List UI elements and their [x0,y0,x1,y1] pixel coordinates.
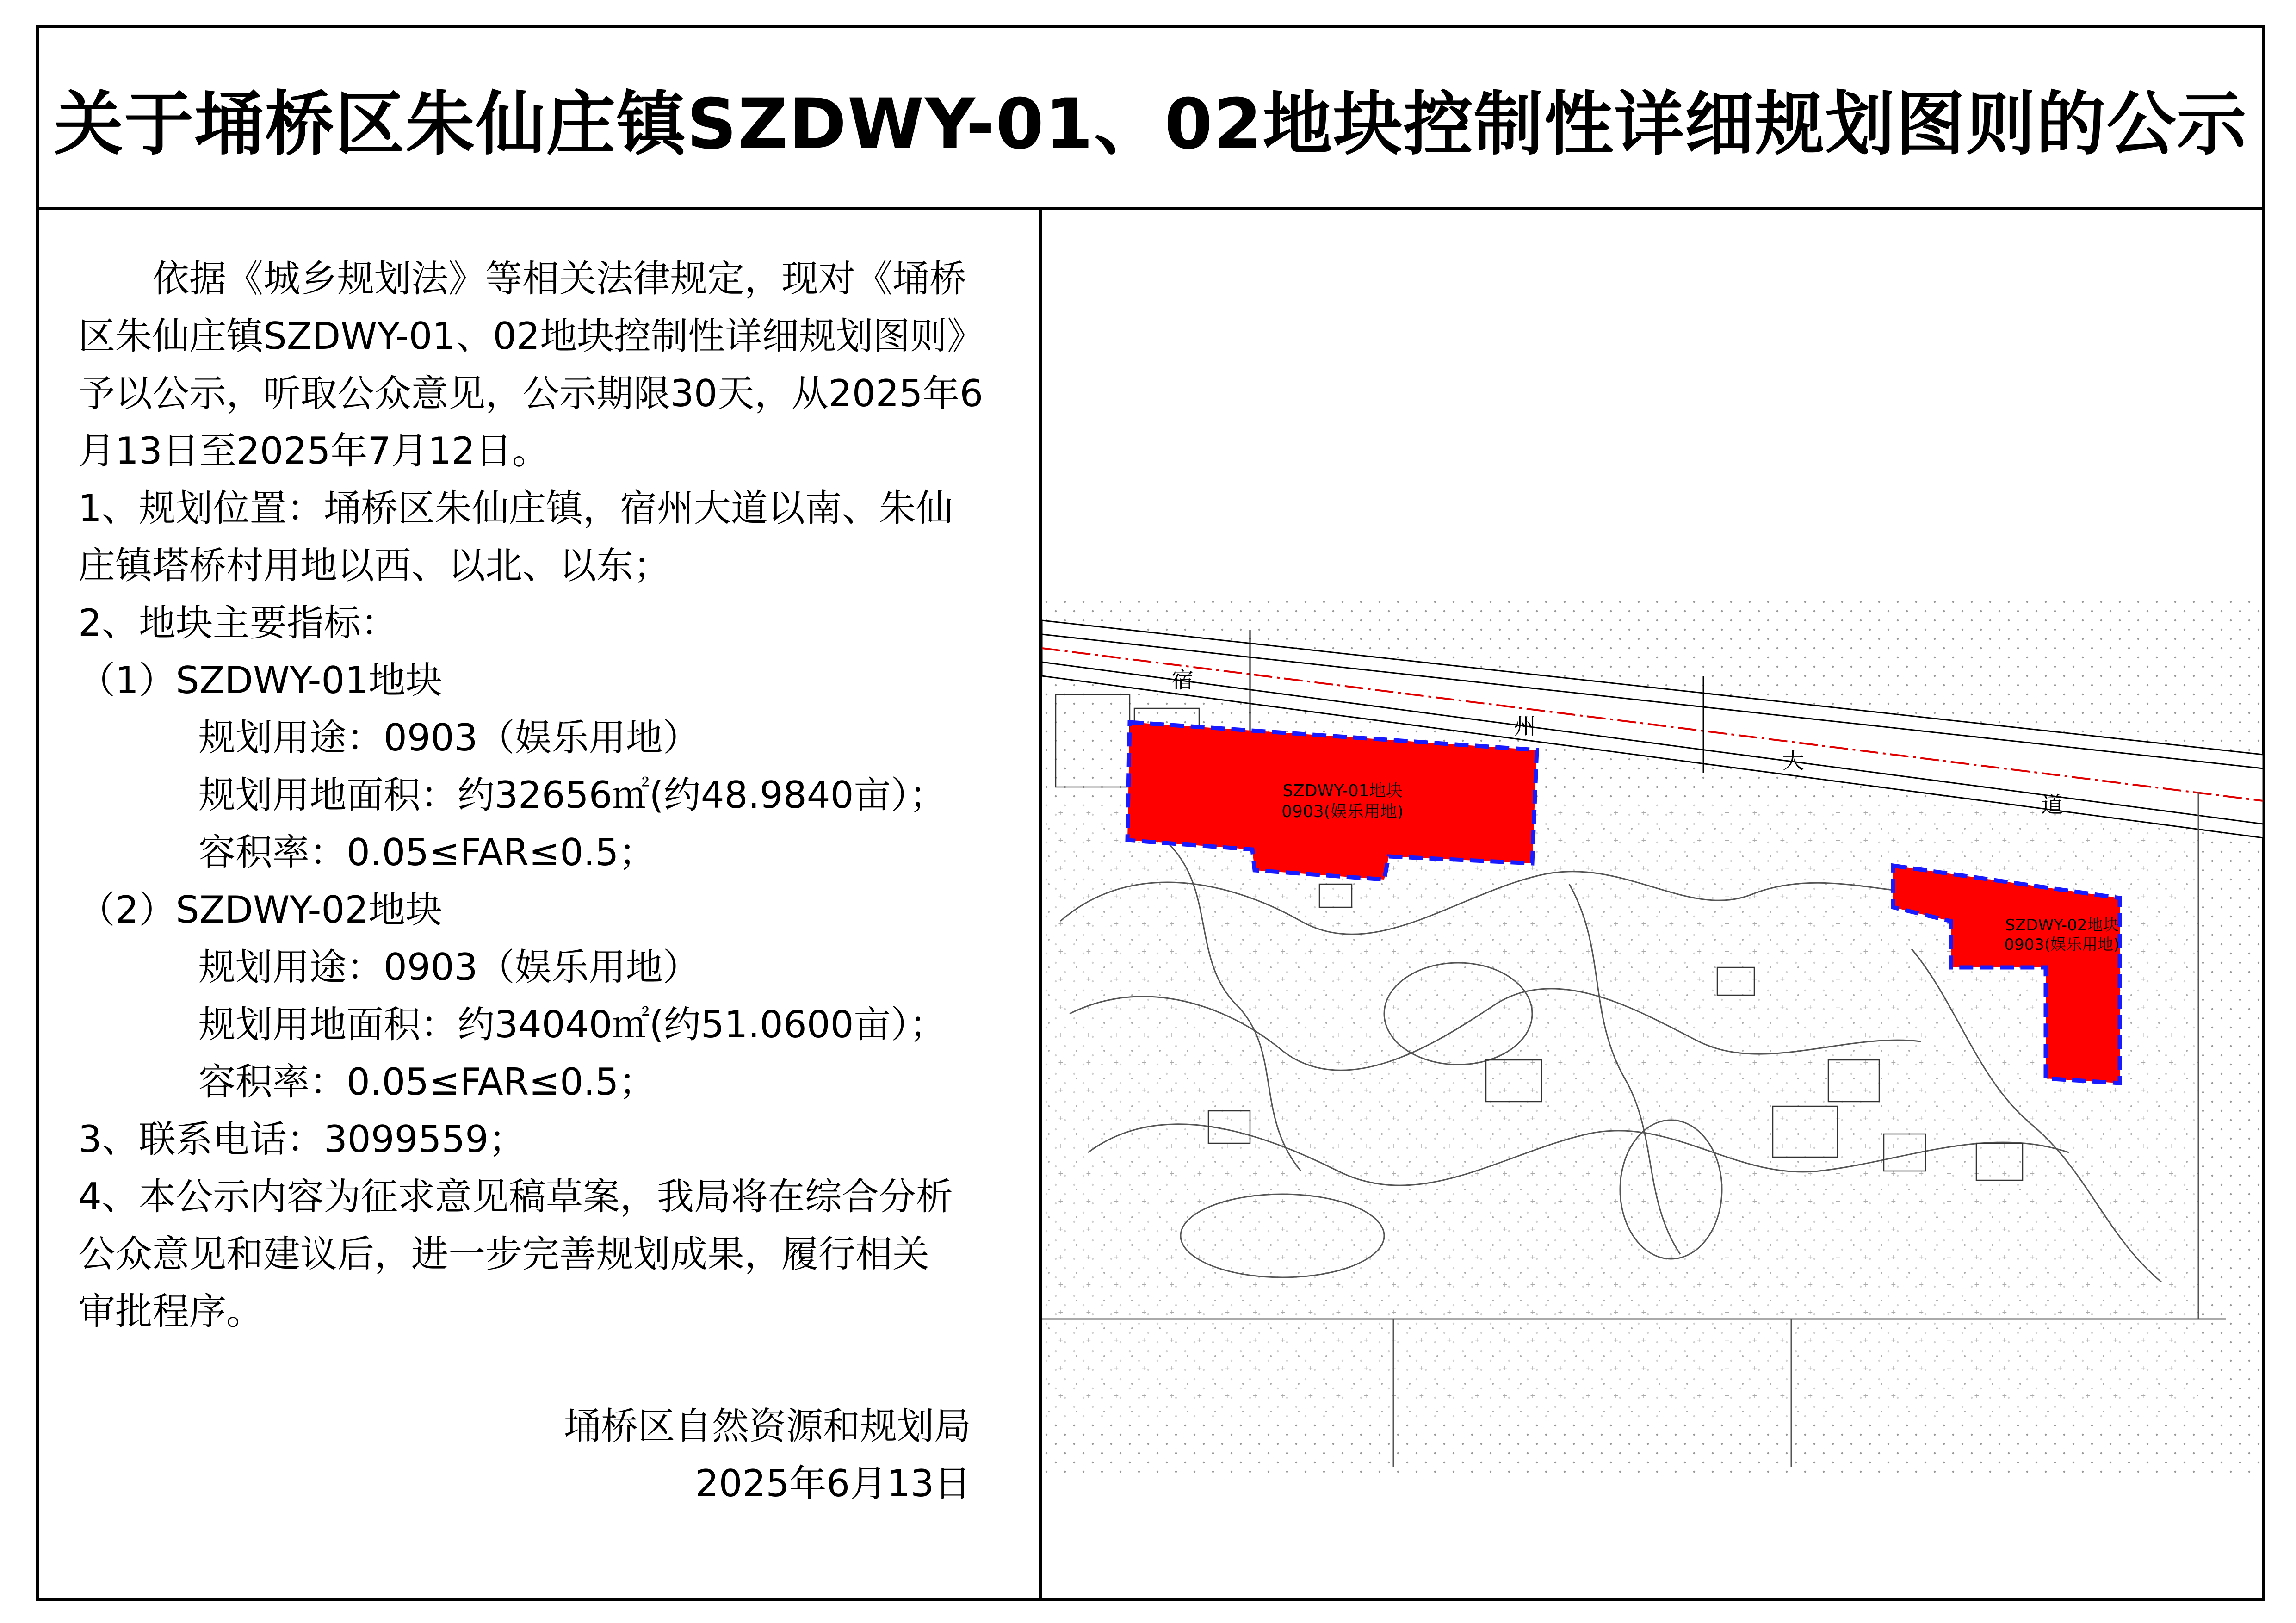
road-char: 州 [1514,713,1536,739]
indicators-heading: 2、地块主要指标： [78,601,398,644]
intro-line: 月13日至2025年7月12日。 [78,429,550,472]
location-line: 庄镇塔桥村用地以西、以北、以东； [78,544,670,587]
road-char: 道 [2041,792,2064,818]
note-line: 4、本公示内容为征求意见稿草案，我局将在综合分析 [78,1175,953,1218]
plot1-area: 规划用地面积：约32656㎡(约48.9840亩）； [198,774,947,817]
signature-date: 2025年6月13日 [695,1462,971,1505]
notice-frame [36,25,2265,1601]
page-title: 关于埇桥区朱仙庄镇SZDWY-01、02地块控制性详细规划图则的公示 [54,84,2247,165]
plot2-area: 规划用地面积：约34040㎡(约51.0600亩）； [198,1003,947,1046]
signature-block [78,1398,1022,1512]
plot1-map-use: 0903(娱乐用地) [1281,802,1404,821]
notice-text [78,250,1022,1340]
road-char: 大 [1782,748,1805,774]
site-plan-map [1042,597,2263,1476]
intro-line: 依据《城乡规划法》等相关法律规定，现对《埇桥 [152,257,966,300]
title-box [39,28,2262,210]
plot2-map-use: 0903(娱乐用地) [2004,935,2120,954]
plot1-use: 规划用途：0903（娱乐用地） [198,716,700,759]
intro-line: 区朱仙庄镇SZDWY-01、02地块控制性详细规划图则》 [78,315,984,358]
note-line: 公众意见和建议后，进一步完善规划成果，履行相关 [78,1233,929,1276]
plot2-map-label: SZDWY-02地块 [2005,916,2119,935]
plot1-far: 容积率：0.05≤FAR≤0.5； [198,831,656,874]
plot1-map-label: SZDWY-01地块 [1282,781,1403,800]
plot2-use: 规划用途：0903（娱乐用地） [198,946,700,989]
plot2-heading: （2）SZDWY-02地块 [78,888,443,931]
road-char: 宿 [1171,667,1194,693]
location-line: 1、规划位置：埇桥区朱仙庄镇，宿州大道以南、朱仙 [78,487,953,530]
signature-org: 埇桥区自然资源和规划局 [564,1405,971,1448]
plot2-far: 容积率：0.05≤FAR≤0.5； [198,1060,656,1103]
intro-line: 予以公示，听取公众意见，公示期限30天，从2025年6 [78,372,984,415]
phone-line: 3、联系电话：3099559； [78,1118,526,1161]
plot1-heading: （1）SZDWY-01地块 [78,659,443,702]
note-line: 审批程序。 [78,1290,263,1333]
